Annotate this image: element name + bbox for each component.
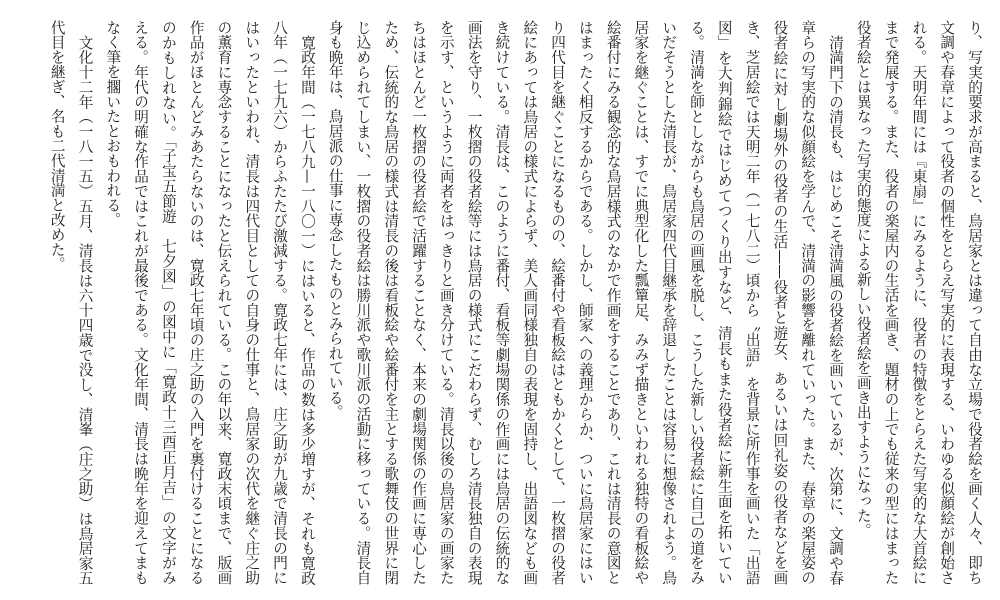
paragraph: 文化十二年（一八一五）五月、清長は六十四歳で没し、清峯（庄之助）は鳥居家五代目を継ぎ、名も二代清満と改めた。: [48, 20, 94, 585]
paragraph: り、写実的要求が高まると、鳥居家とは違って自由な立場で役者絵を画く人々、即ち文調や春章によって役者の個性をとらえ写実的に表現する、いわゆる似顔絵が創始される。天明年間には『東扇』にみるように、役者の特徴をとらえた写実的な大首絵にまで発展する。また、役者の楽屋内の生活を画き、題材の上でも従来の型にはまった役者絵とは異なった写実的態度による新しい役者絵を画き出すようになった。: [854, 20, 983, 585]
paragraph: 寛政年間（一七八九—一八〇一）にはいると、作品の数は多少増すが、それも寛政八年（一七九六）からふたたび激減する。寛政七年には、庄之助が九歳で清長の門にはいったといわれ、清長は四代目としての自身の仕事と、鳥居家の次代を継ぐ庄之助の薫育に専念することになったと伝えられている。この年以来、寛政末頃まで、版画作品がほとんどみあたらないのは、寛政七年頃の庄之助の入門を裏付けることになるのかもしれない。「子宝五節遊 七夕図」の図中に「寛政十三酉正月吉」の文字がみえる。年代の明確な作品ではこれが最後である。文化年間、清長は晩年を迎えてまもなく筆を擱いたとおもわれる。: [104, 20, 316, 585]
paragraph: 清満門下の清長も、はじめこそ清満風の役者絵を画いているが、次第に、文調や春章らの写実的な似顔絵を学んで、清満の影響を離れていった。また、春章の楽屋姿の役者絵に対し劇場外の役者の生活——役者と遊女、あるいは回礼姿の役者などを画き、芝居絵では天明二年（一七八二）頃から〝出語〟を背景に所作事を画いた「出語図」を大判錦絵ではじめてつくり出すなど、清長もまた役者絵に新生面を拓いている。清満を師としながらも鳥居の画風を脱し、こうした新しい役者絵に自己の道をみいだそうとした清長が、鳥居家四代目継承を辞退したことは容易に想像されよう。鳥居家を継ぐことは、すでに典型化した瓢簞足、みみず描きといわれる独特の看板絵や絵番付にみる観念的な鳥居様式のなかで作画をすることであり、これは清長の意図とはまったく相反するからである。しかし、師家への義理からか、ついに鳥居家にはいり四代目を継ぐことになるものの、絵番付や看板絵はともかくとして、一枚摺の役者絵にあっては鳥居の様式によらず、美人画同様独自の表現を固持し、出語図なども画き続けている。清長は、このように番付、看板等劇場関係の作画には鳥居の伝統的な画法を守り、一枚摺の役者絵等には鳥居の様式にこだわらず、むしろ清長独自の表現を示す、というように両者をはっきりと画き分けている。清長以後の鳥居家の画家たちはほとんど一枚摺の役者絵で活躍することなく、本来の劇場関係の作画に専心したため、伝統的な鳥居の様式は清長の後は看板絵や絵番付を主とする歌舞伎の世界に閉じ込められてしまい、一枚摺の役者絵は勝川派や歌川派の活動に移っている。清長自身も晩年は、鳥居派の仕事に専念したものとみられている。: [326, 20, 845, 585]
vertical-text-body: [8, 20, 988, 585]
